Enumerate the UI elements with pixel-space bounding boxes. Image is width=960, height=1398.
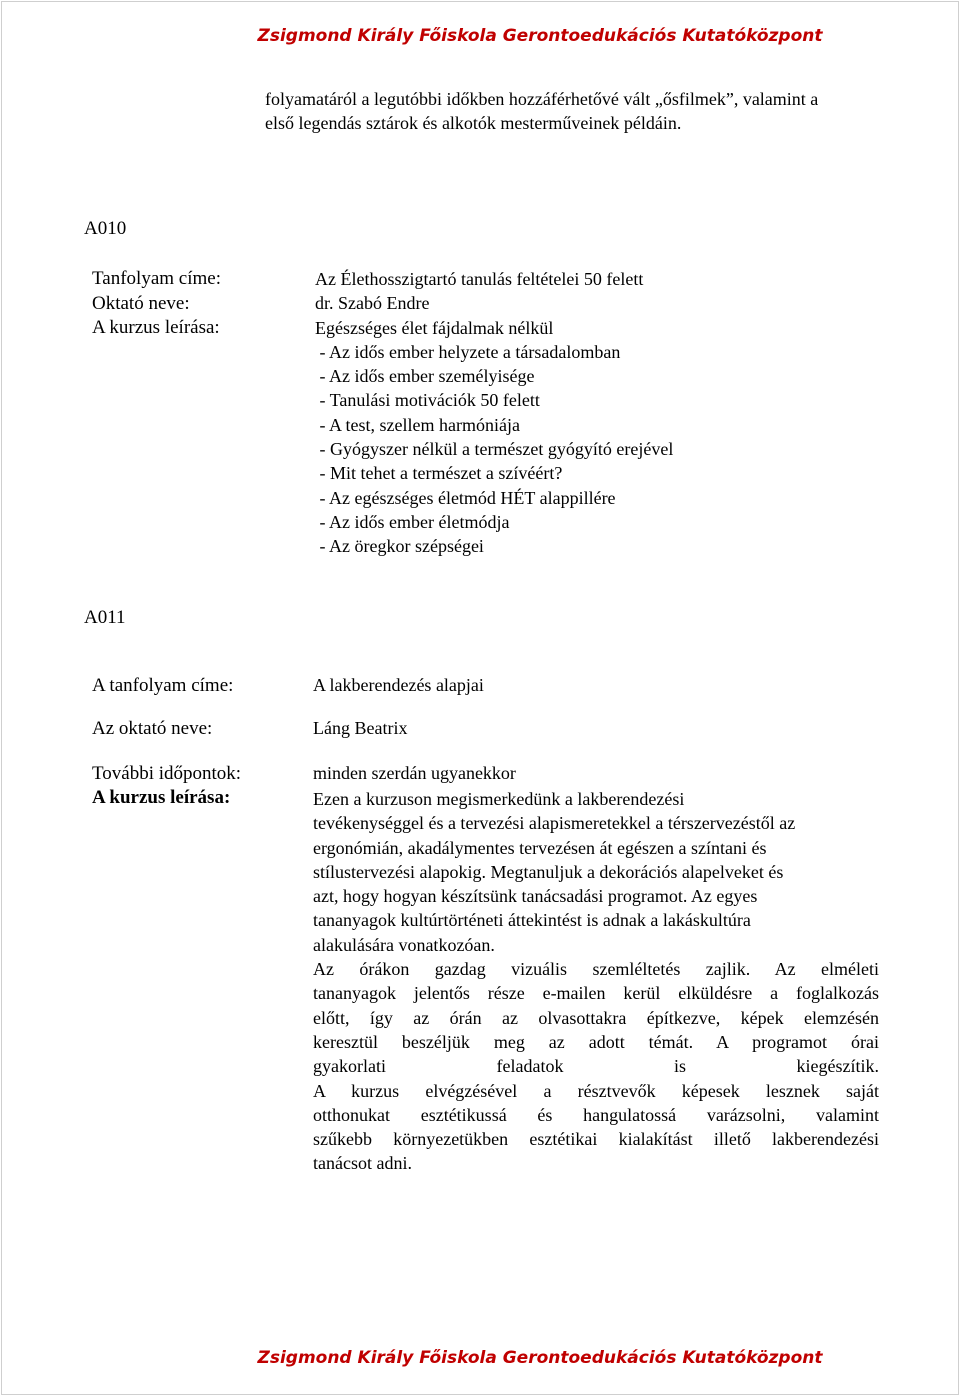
label-course-title: Tanfolyam címe:	[92, 268, 221, 289]
course-code-a010: A010	[84, 218, 127, 239]
description-line: tevékenységgel és a tervezési alapismeretekkel a térszervezéstől az	[313, 813, 796, 834]
course-a011-description	[313, 787, 879, 1176]
label-teacher-name: Az oktató neve:	[92, 718, 213, 739]
description-line: szűkebb környezetükben esztétikai kialakítást illető lakberendezési	[313, 1129, 879, 1150]
label-teacher-name: Oktató neve:	[92, 292, 190, 314]
description-line: tananyagok kultúrtörténeti áttekintést is adnak a lakáskultúra	[313, 910, 751, 931]
description-line: azt, hogy hogyan készítsünk tanácsadási programot. Az egyes	[313, 886, 758, 907]
intro-paragraph	[265, 87, 925, 135]
intro-line: folyamatáról a legutóbbi időkben hozzáférhetővé vált „ősfilmek”, valamint a	[265, 89, 819, 109]
course-a011-teacher: Láng Beatrix	[313, 718, 408, 738]
course-a010-labels	[92, 267, 221, 341]
label-further-dates: További időpontok:	[92, 763, 242, 784]
course-a010-topic: - Mit tehet a természet a szívéért?	[315, 463, 563, 484]
course-a010-topic: - Az idős ember személyisége	[315, 366, 535, 387]
course-a010-topic: - Az egészséges életmód HÉT alappillére	[315, 487, 616, 508]
course-a010-topic: - Az öregkor szépségei	[315, 536, 484, 557]
description-line: tanácsot adni.	[313, 1153, 412, 1174]
course-a010-title: Az Élethosszigtartó tanulás feltételei 50 felett	[315, 269, 644, 289]
description-line: tananyagok jelentős része e-mailen kerül elküldésre a foglalkozás	[313, 983, 879, 1004]
course-a010-topic: - A test, szellem harmóniája	[315, 414, 520, 435]
page-footer: Zsigmond Király Főiskola Gerontoedukációs Kutatóközpont	[257, 1348, 823, 1368]
description-line: ergonómián, akadálymentes tervezésen át egészen a színtani és	[313, 837, 767, 858]
course-a011-dates: minden szerdán ugyanekkor	[313, 763, 516, 783]
course-a010-description-heading: Egészséges élet fájdalmak nélkül	[315, 317, 554, 338]
course-a010-topic: - Az idős ember életmódja	[315, 511, 510, 532]
description-line: gyakorlati feladatok is kiegészítik.	[313, 1056, 879, 1077]
label-course-title: A tanfolyam címe:	[92, 675, 234, 696]
page-header: Zsigmond Király Főiskola Gerontoedukációs Kutatóközpont	[257, 26, 823, 46]
course-a010-topic: - Gyógyszer nélkül a természet gyógyító erejével	[315, 439, 674, 460]
course-a011-title: A lakberendezés alapjai	[313, 675, 484, 695]
document-page	[2, 2, 958, 1394]
course-a010-topic: - Az idős ember helyzete a társadalomban	[315, 341, 621, 362]
description-line: alakulására vonatkozóan.	[313, 934, 495, 955]
description-line: Ezen a kurzuson megismerkedünk a lakberendezési	[313, 789, 685, 809]
description-line: A kurzus elvégzésével a résztvevők képesek lesznek saját	[313, 1080, 879, 1101]
description-line: otthonukat esztétikussá és hangulatossá varázsolni, valamint	[313, 1104, 879, 1125]
course-code-a011: A011	[84, 607, 126, 628]
description-line: stílustervezési alapokig. Megtanuljuk a dekorációs alapelveket és	[313, 861, 784, 882]
label-course-description: A kurzus leírása:	[92, 317, 220, 338]
description-line: keresztül beszéljük meg az adott témát. A programot órai	[313, 1031, 879, 1052]
course-a010-values	[315, 267, 915, 559]
course-a010-topic: - Tanulási motivációk 50 felett	[315, 390, 540, 411]
course-a010-teacher: dr. Szabó Endre	[315, 293, 430, 314]
description-line: Az órákon gazdag vizuális szemléltetés zajlik. Az elméleti	[313, 959, 879, 980]
description-line: előtt, így az órán az olvasottakra építkezve, képek elemzésén	[313, 1007, 879, 1028]
intro-line: első legendás sztárok és alkotók mesterműveinek példáin.	[265, 113, 682, 133]
label-course-description: A kurzus leírása:	[92, 787, 231, 808]
